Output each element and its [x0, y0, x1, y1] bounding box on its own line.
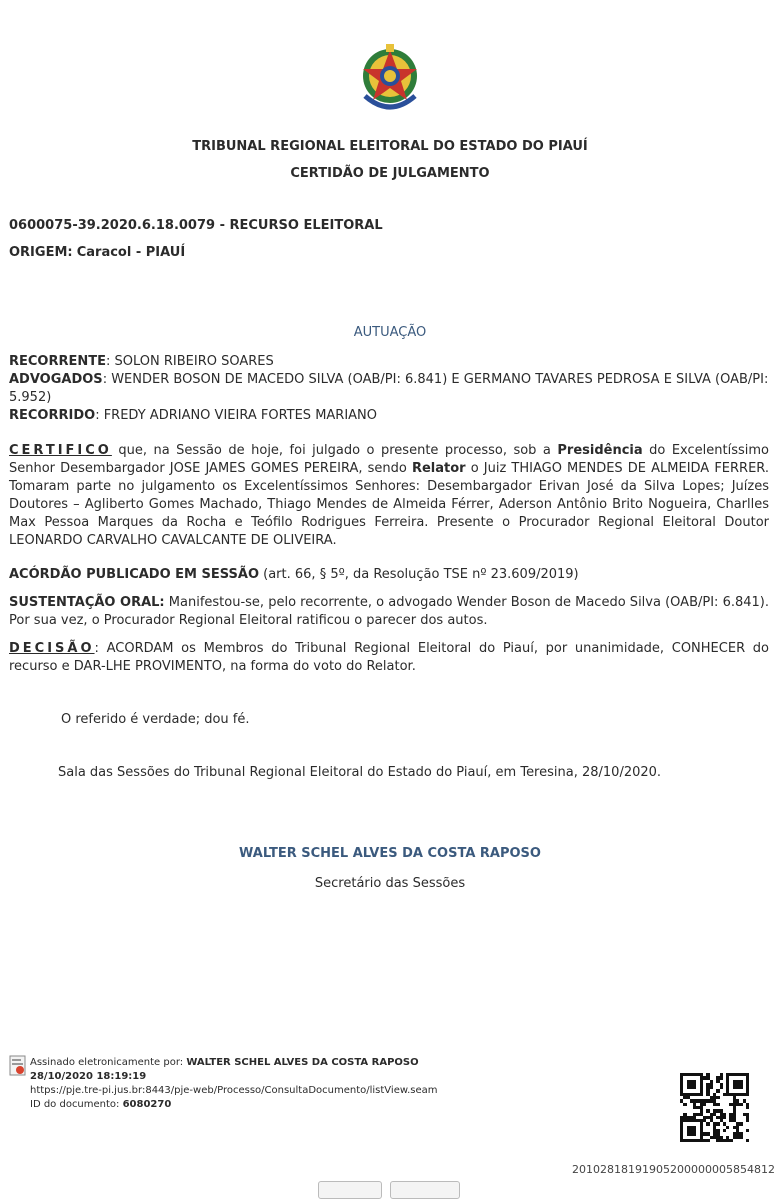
brasao-logo — [355, 38, 425, 118]
document-type-title: CERTIDÃO DE JULGAMENTO — [290, 166, 490, 181]
process-number: 0600075-39.2020.6.18.0079 - RECURSO ELEITORAL — [9, 218, 383, 233]
origin-value: Caracol - PIAUÍ — [76, 245, 186, 260]
autuacao-heading: AUTUAÇÃO — [353, 325, 427, 340]
recorrido-value: : FREDY ADRIANO VIEIRA FORTES MARIANO — [95, 408, 378, 423]
certifico-text-2: do Excelentíssimo Senhor Desembargador JOSE JAMES GOMES PEREIRA, sendo — [9, 443, 769, 476]
certifico-label: CERTIFICO — [9, 443, 112, 458]
qr-code — [680, 1073, 750, 1143]
advogados-value: : WENDER BOSON DE MACEDO SILVA (OAB/PI: 6.841) E GERMANO TAVARES PEDROSA E SILVA (OAB/PI: 5.952) — [9, 372, 769, 405]
acordao-line — [9, 567, 769, 582]
presidencia-term: Presidência — [557, 443, 643, 458]
signatory-role: Secretário das Sessões — [314, 876, 466, 891]
pdf-signature-icon — [9, 1055, 27, 1077]
acordao-label: ACÓRDÃO PUBLICADO EM SESSÃO — [9, 567, 260, 582]
recorrente-line — [9, 353, 769, 371]
document-id-line — [30, 1098, 550, 1112]
sustentacao-paragraph — [9, 594, 769, 630]
court-title: TRIBUNAL REGIONAL ELEITORAL DO ESTADO DO PIAUÍ — [192, 139, 588, 154]
doc-id-value: 6080270 — [122, 1099, 172, 1110]
verification-url[interactable]: https://pje.tre-pi.jus.br:8443/pje-web/Processo/ConsultaDocumento/listView.seam — [30, 1085, 438, 1096]
sustentacao-text: Manifestou-se, pelo recorrente, o advogado Wender Boson de Macedo Silva (OAB/PI: 6.841). Por sua vez, o Procurador Regional Eleitoral ratificou o parecer dos autos. — [9, 595, 769, 628]
bottom-button-right[interactable] — [390, 1181, 460, 1199]
doc-id-label: ID do documento: — [30, 1099, 123, 1110]
certifico-text-1: que, na Sessão de hoje, foi julgado o presente processo, sob a — [111, 443, 558, 458]
origin-line — [9, 245, 185, 260]
acordao-text: (art. 66, § 5º, da Resolução TSE nº 23.609/2019) — [259, 567, 579, 582]
recorrido-line — [9, 407, 769, 425]
signature-footer — [30, 1056, 550, 1112]
sala-statement: Sala das Sessões do Tribunal Regional Eleitoral do Estado do Piauí, em Teresina, 28/10/2020. — [58, 765, 662, 780]
sustentacao-label: SUSTENTAÇÃO ORAL: — [9, 595, 165, 610]
signed-name: WALTER SCHEL ALVES DA COSTA RAPOSO — [186, 1057, 419, 1068]
certifico-paragraph — [9, 442, 769, 550]
recorrente-label: RECORRENTE — [9, 354, 107, 369]
signed-datetime: 28/10/2020 18:19:19 — [30, 1071, 147, 1082]
fe-statement: O referido é verdade; dou fé. — [61, 712, 250, 727]
decisao-paragraph — [9, 640, 769, 676]
signed-prefix: Assinado eletronicamente por: — [30, 1057, 187, 1068]
decisao-label: DECISÃO — [9, 641, 95, 656]
recorrido-label: RECORRIDO — [9, 408, 96, 423]
decisao-text: : ACORDAM os Membros do Tribunal Regional Eleitoral do Piauí, por unanimidade, CONHECER do recurso e DAR-LHE PROVIMENTO, na forma do voto do Relator. — [9, 641, 769, 674]
signatory-name: WALTER SCHEL ALVES DA COSTA RAPOSO — [239, 846, 541, 861]
parties-block — [9, 353, 769, 425]
recorrente-value: : SOLON RIBEIRO SOARES — [106, 354, 274, 369]
barcode-number: 20102818191905200000005854812 — [572, 1163, 775, 1176]
advogados-line — [9, 371, 769, 407]
advogados-label: ADVOGADOS — [9, 372, 103, 387]
bottom-button-left[interactable] — [318, 1181, 382, 1199]
relator-term: Relator — [411, 461, 466, 476]
signed-by-line — [30, 1056, 550, 1070]
origin-label: ORIGEM: — [9, 245, 73, 260]
certifico-text-3: o Juiz THIAGO MENDES DE ALMEIDA FERRER. Tomaram parte no julgamento os Excelentíssimos Senhores: Desembargador Erivan José da Silva Lopes; Juízes Doutores – Agliberto Gomes Machado, Thiago Mendes de Almeida Férrer, Aderson Antônio Brito Nogueira, Charlles Max Pessoa Marques da Rocha e Teófilo Rodrigues Ferreira. Presente o Procurador Regional Eleitoral Doutor LEONARDO CARVALHO CAVALCANTE DE OLIVEIRA. — [9, 461, 769, 548]
